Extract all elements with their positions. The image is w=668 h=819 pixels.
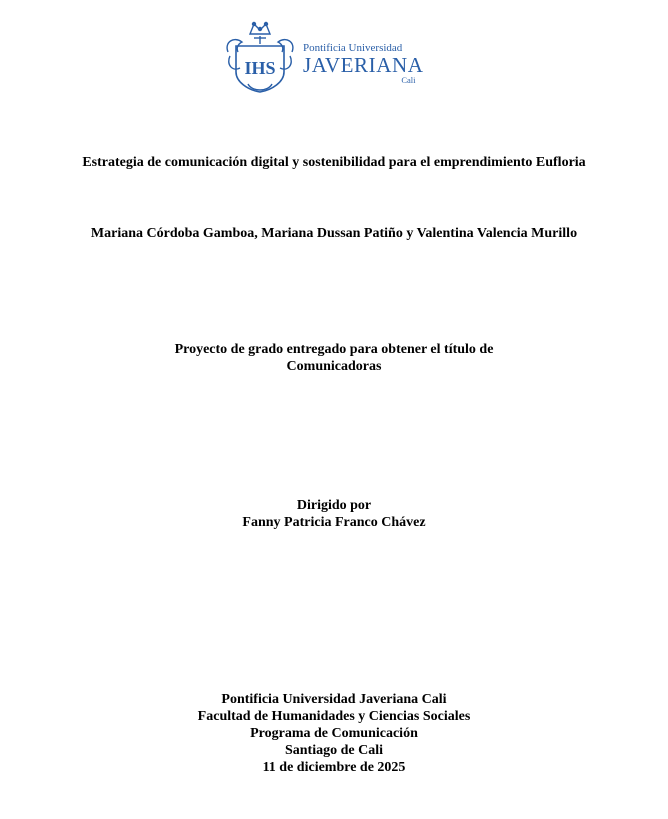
crest-monogram: IHS <box>244 58 276 78</box>
institution-university: Pontificia Universidad Javeriana Cali <box>221 692 447 707</box>
institution-program: Programa de Comunicación <box>250 726 418 741</box>
university-logo <box>220 20 424 96</box>
institution-date: 11 de diciembre de 2025 <box>262 760 406 775</box>
institution-block <box>0 691 668 776</box>
logo-line-cali: Cali <box>401 75 416 85</box>
authors <box>0 225 668 242</box>
document-title <box>0 154 668 171</box>
logo-line-pontificia: Pontificia Universidad <box>303 42 403 54</box>
logo-wordmark <box>303 42 424 85</box>
project-statement <box>0 341 668 375</box>
institution-city: Santiago de Cali <box>284 743 383 758</box>
title-text: Estrategia de comunicación digital y sostenibilidad para el emprendimiento Eufloria <box>82 155 586 170</box>
project-line-1: Proyecto de grado entregado para obtener el título de <box>174 342 494 357</box>
project-line-2: Comunicadoras <box>286 359 382 374</box>
crest-icon <box>220 20 300 96</box>
director-label: Dirigido por <box>296 498 372 513</box>
authors-text: Mariana Córdoba Gamboa, Mariana Dussan Patiño y Valentina Valencia Murillo <box>90 226 578 241</box>
director-block <box>0 497 668 531</box>
director-name: Fanny Patricia Franco Chávez <box>242 515 426 530</box>
institution-faculty: Facultad de Humanidades y Ciencias Sociales <box>197 709 471 724</box>
logo-line-javeriana: JAVERIANA <box>303 53 424 77</box>
